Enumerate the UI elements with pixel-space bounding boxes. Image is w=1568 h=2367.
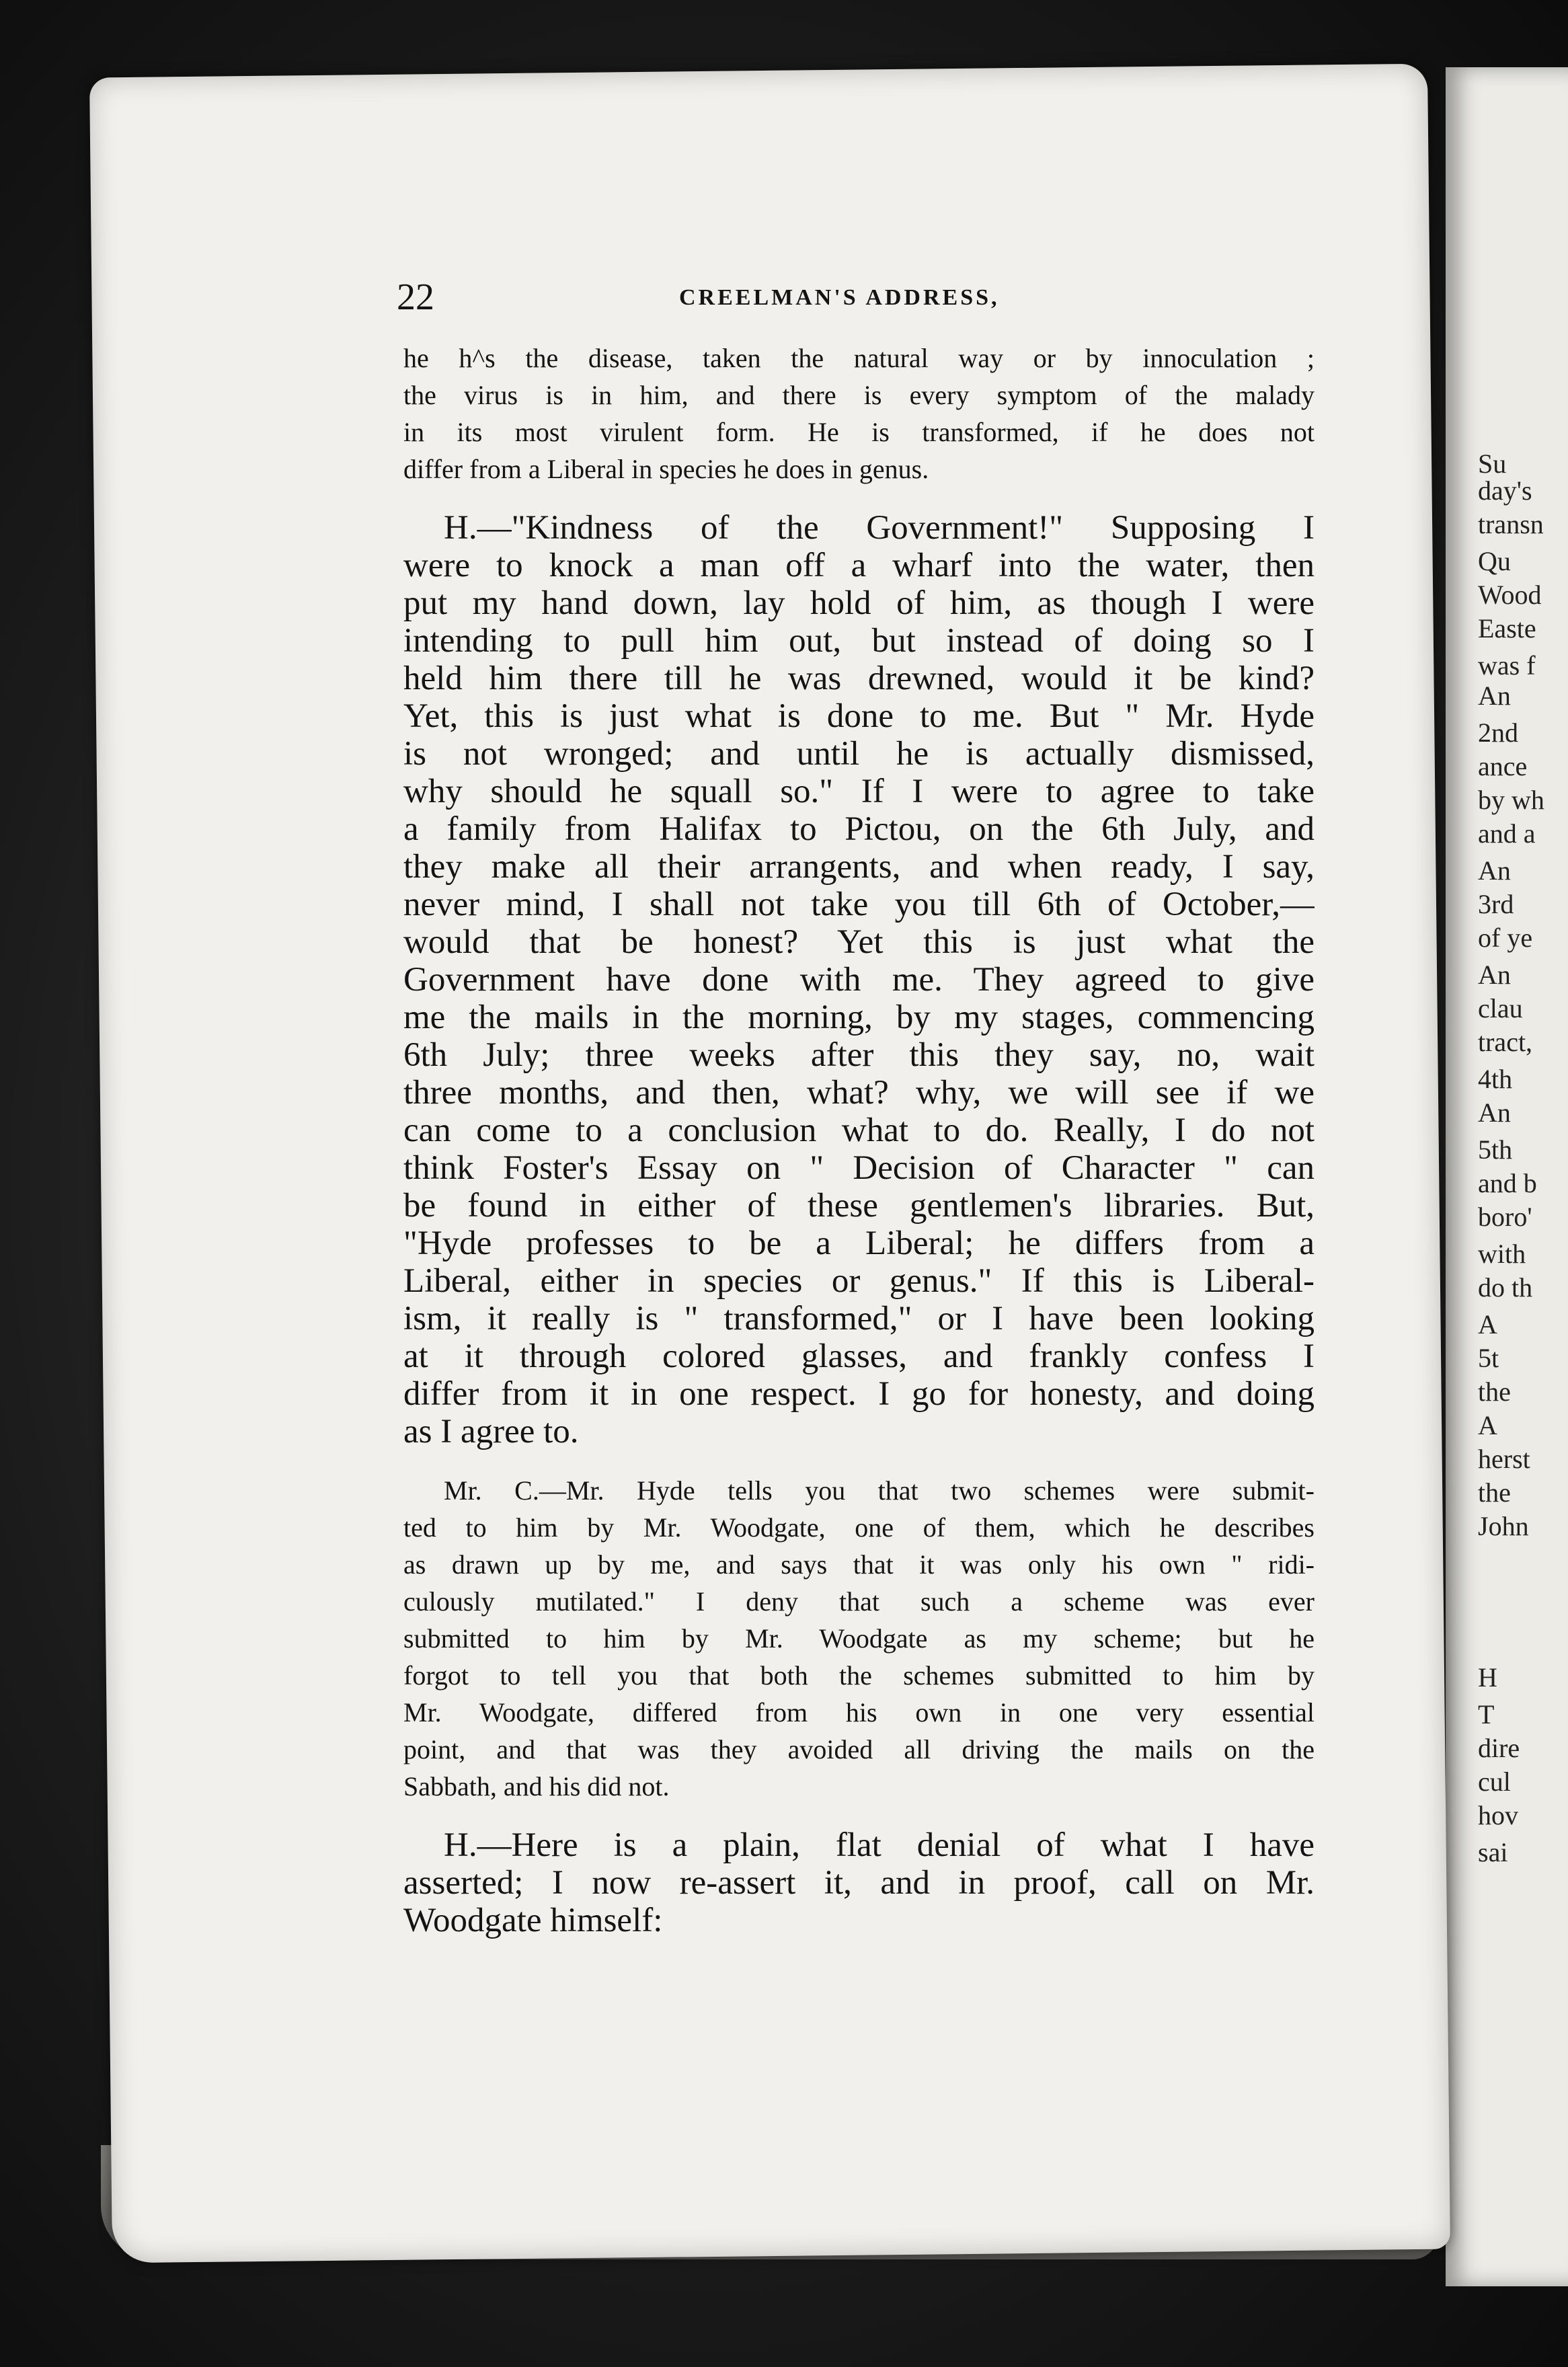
facing-page-fragment: T <box>1478 1699 1495 1730</box>
facing-page-fragment: 5t <box>1478 1343 1499 1373</box>
facing-page-fragment: by wh <box>1478 785 1544 815</box>
text-line: me the mails in the morning, by my stages, commencing <box>403 999 1315 1036</box>
body-text <box>403 340 1315 1939</box>
facing-page-fragment: 2nd <box>1478 717 1518 748</box>
facing-page-fragment: John <box>1478 1511 1529 1541</box>
text-line: a family from Halifax to Pictou, on the 6th July, and <box>403 810 1315 848</box>
text-line: would that be honest? Yet this is just what the <box>403 923 1315 961</box>
text-line: think Foster's Essay on " Decision of Character " can <box>403 1149 1315 1187</box>
facing-page-fragment: day's <box>1478 475 1532 506</box>
text-line: held him there till he was drewned, would it be kind? <box>403 660 1315 697</box>
paragraph <box>403 340 1315 488</box>
facing-page-fragment: clau <box>1478 993 1523 1023</box>
facing-page-fragment: Easte <box>1478 613 1536 644</box>
facing-page-fragment: 3rd <box>1478 889 1514 919</box>
paragraph-gap <box>403 1805 1315 1826</box>
paragraph-gap <box>403 488 1315 509</box>
text-line: point, and that was they avoided all driving the mails on the <box>403 1734 1315 1764</box>
text-line: put my hand down, lay hold of him, as though I were <box>403 584 1315 622</box>
facing-page-fragment: the <box>1478 1477 1511 1508</box>
text-line: be found in either of these gentlemen's libraries. But, <box>403 1187 1315 1225</box>
text-line: Mr. C.—Mr. Hyde tells you that two schemes were submit- <box>444 1475 1315 1506</box>
text-line: they make all their arrangents, and when ready, I say, <box>403 848 1315 886</box>
facing-page-fragment: H <box>1478 1662 1497 1693</box>
facing-page-fragment: ance <box>1478 751 1528 781</box>
facing-page-fragment: An <box>1478 960 1511 990</box>
text-line: Sabbath, and his did not. <box>403 1771 670 1801</box>
text-line: forgot to tell you that both the schemes submitted to him by <box>403 1660 1315 1691</box>
text-line: as drawn up by me, and says that it was only his own " ridi- <box>403 1549 1315 1580</box>
facing-page-fragment: Qu <box>1478 546 1511 576</box>
text-line: why should he squall so." If I were to agree to take <box>403 773 1315 810</box>
facing-page <box>1446 67 1568 2286</box>
text-line: can come to a conclusion what to do. Really, I do not <box>403 1112 1315 1149</box>
facing-page-fragment: sai <box>1478 1837 1508 1867</box>
paragraph <box>403 1472 1315 1805</box>
facing-page-fragment: A <box>1478 1309 1497 1340</box>
text-line: intending to pull him out, but instead of doing so I <box>403 622 1315 660</box>
text-line: Woodgate himself: <box>403 1902 663 1939</box>
facing-page-fragment: dire <box>1478 1733 1520 1763</box>
facing-page-fragment: the <box>1478 1376 1511 1407</box>
facing-page-fragment: An <box>1478 681 1511 711</box>
page-number: 22 <box>397 276 434 318</box>
text-line: asserted; I now re-assert it, and in proof, call on Mr. <box>403 1864 1315 1902</box>
paragraph-gap <box>403 1450 1315 1472</box>
text-line: ted to him by Mr. Woodgate, one of them, which he describes <box>403 1512 1315 1543</box>
text-line: Government have done with me. They agreed to give <box>403 961 1315 999</box>
facing-page-fragment: cul <box>1478 1767 1511 1797</box>
text-line: 6th July; three weeks after this they say, no, wait <box>403 1036 1315 1074</box>
facing-page-fragment: Wood <box>1478 580 1542 610</box>
facing-page-fragment: with <box>1478 1239 1526 1269</box>
text-line: Yet, this is just what is done to me. But " Mr. Hyde <box>403 697 1315 735</box>
facing-page-fragment: and b <box>1478 1168 1537 1198</box>
page-header <box>397 276 1311 316</box>
facing-page-fragment: was f <box>1478 650 1536 681</box>
text-line: H.—Here is a plain, flat denial of what I have <box>444 1826 1315 1864</box>
text-line: in its most virulent form. He is transformed, if he does not <box>403 417 1315 447</box>
facing-page-fragment: An <box>1478 855 1511 886</box>
paragraph <box>403 509 1315 1450</box>
text-line: the virus is in him, and there is every symptom of the malady <box>403 380 1315 410</box>
facing-page-fragment: do th <box>1478 1272 1533 1303</box>
facing-page-fragment: A <box>1478 1410 1497 1440</box>
text-line: differ from a Liberal in species he does in genus. <box>403 454 929 484</box>
facing-page-fragment: transn <box>1478 509 1544 539</box>
facing-page-fragment: of ye <box>1478 923 1533 953</box>
text-line: culously mutilated." I deny that such a scheme was ever <box>403 1586 1315 1617</box>
paragraph <box>403 1826 1315 1939</box>
text-line: as I agree to. <box>403 1413 579 1450</box>
text-line: submitted to him by Mr. Woodgate as my scheme; but he <box>403 1623 1315 1654</box>
text-line: three months, and then, what? why, we will see if we <box>403 1074 1315 1112</box>
text-line: differ from it in one respect. I go for honesty, and doing <box>403 1375 1315 1413</box>
text-line: never mind, I shall not take you till 6th of October,— <box>403 886 1315 923</box>
facing-page-fragment: Su <box>1478 449 1507 479</box>
facing-page-fragment: An <box>1478 1097 1511 1128</box>
facing-page-fragment: hov <box>1478 1800 1518 1830</box>
facing-page-fragment: 5th <box>1478 1134 1513 1165</box>
text-line: at it through colored glasses, and frankly confess I <box>403 1337 1315 1375</box>
text-line: he h^s the disease, taken the natural way or by innoculation ; <box>403 343 1315 373</box>
facing-page-fragment: boro' <box>1478 1202 1532 1232</box>
text-line: Liberal, either in species or genus." If this is Liberal- <box>403 1262 1315 1300</box>
text-line: Mr. Woodgate, differed from his own in one very essential <box>403 1697 1315 1728</box>
text-line: ism, it really is " transformed," or I have been looking <box>403 1300 1315 1337</box>
text-line: "Hyde professes to be a Liberal; he differs from a <box>403 1225 1315 1262</box>
facing-page-fragment: tract, <box>1478 1027 1533 1057</box>
facing-page-fragment: 4th <box>1478 1064 1513 1094</box>
text-line: were to knock a man off a wharf into the water, then <box>403 547 1315 584</box>
facing-page-fragment: herst <box>1478 1444 1530 1474</box>
facing-page-fragment: and a <box>1478 818 1536 849</box>
text-line: is not wronged; and until he is actually dismissed, <box>403 735 1315 773</box>
text-line: H.—"Kindness of the Government!" Supposing I <box>444 509 1315 547</box>
running-title: CREELMAN'S ADDRESS, <box>679 285 1000 310</box>
